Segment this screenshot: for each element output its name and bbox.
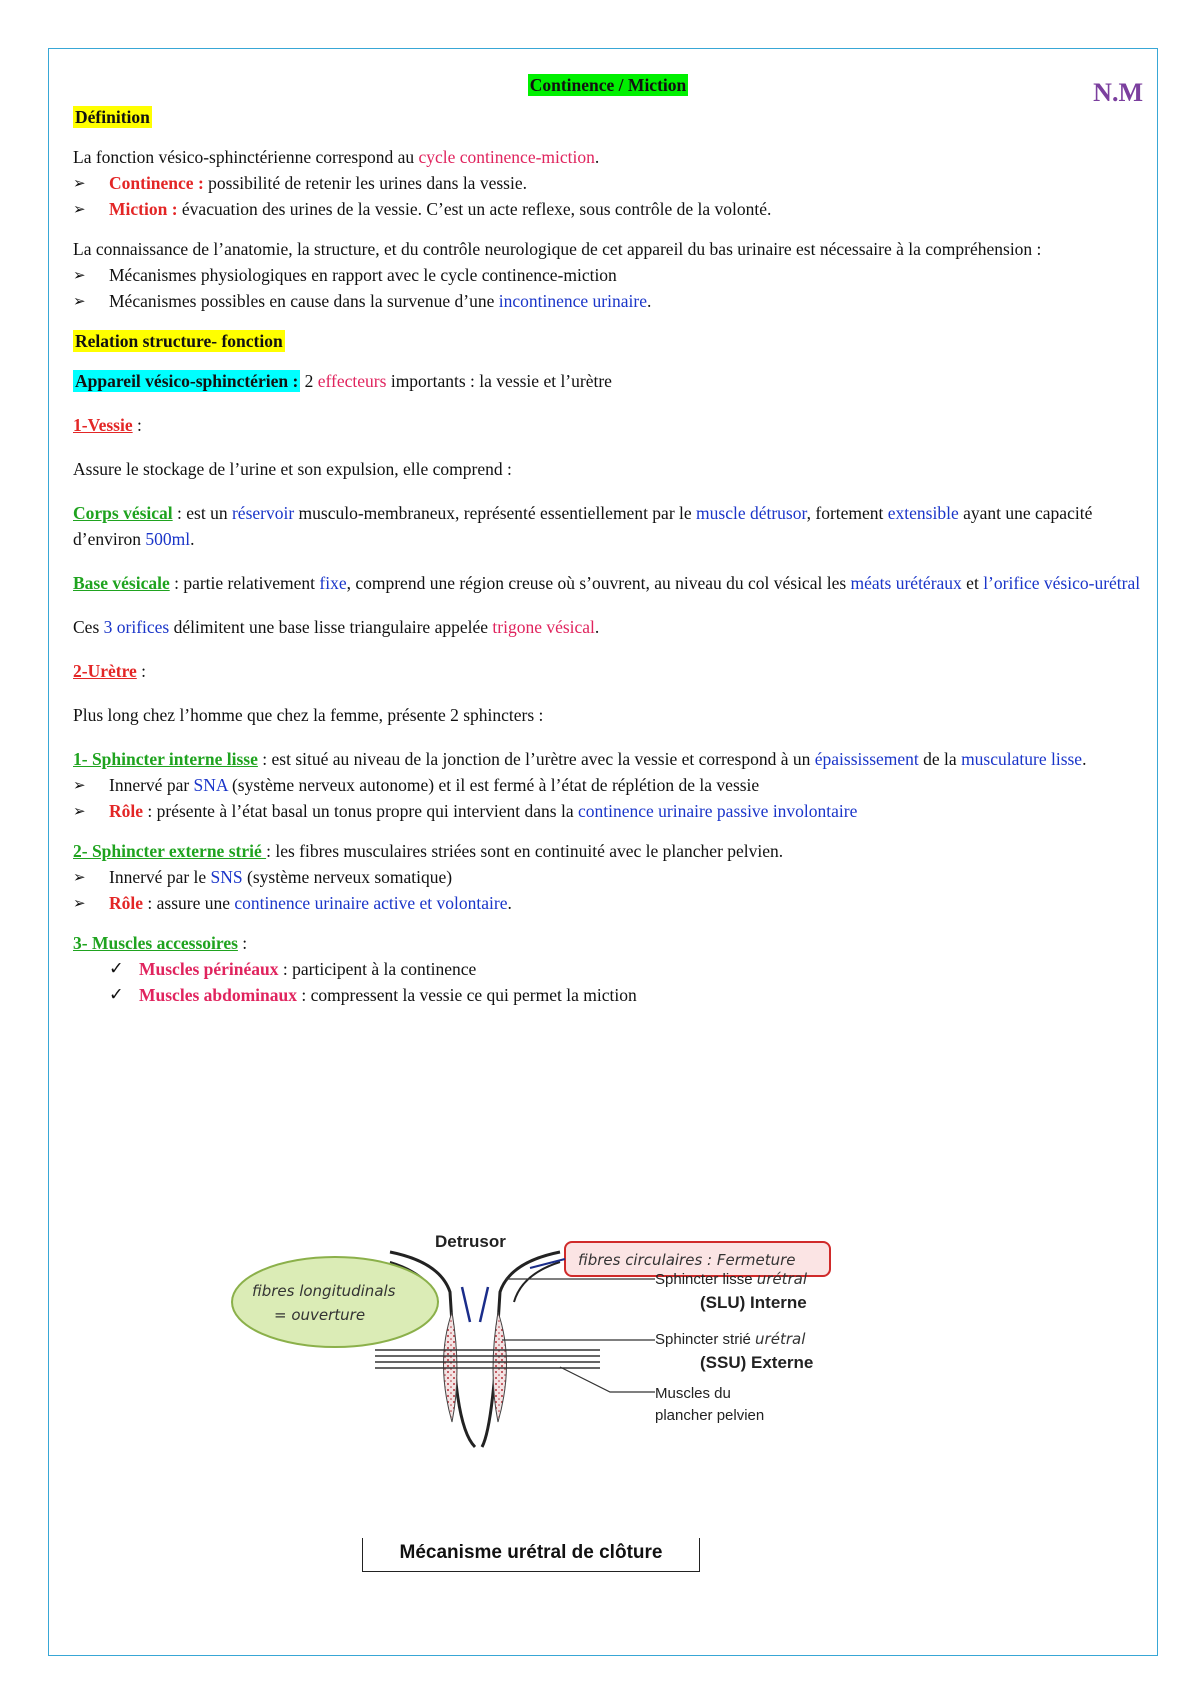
- left-striated-sphincter: [444, 1312, 458, 1422]
- list-item: ➢ Innervé par le SNS (système nerveux somatique): [73, 864, 1143, 890]
- pelvic-floor-lines: [375, 1350, 600, 1368]
- list-item: ➢ Continence : possibilité de retenir les urines dans la vessie.: [73, 170, 1143, 196]
- corps-vesical-paragraph: Corps vésical : est un réservoir musculo-membraneux, représenté essentiellement par le muscle détrusor, fortement extensible ayant une capacité d’environ 500ml.: [73, 503, 1093, 549]
- vessie-intro: Assure le stockage de l’urine et son expulsion, elle comprend :: [73, 459, 512, 479]
- sphincter-interne-paragraph: 1- Sphincter interne lisse : est situé au niveau de la jonction de l’urètre avec la vessie et correspond à un épaississement de la musculature lisse.: [73, 749, 1087, 769]
- page-title: [73, 72, 1143, 98]
- fibres-circulaires-label: fibres circulaires : Fermeture: [578, 1251, 796, 1269]
- list-item: ➢ Innervé par SNA (système nerveux autonome) et il est fermé à l’état de réplétion de la vessie: [73, 772, 1143, 798]
- accessoires-heading: 3- Muscles accessoires :: [73, 933, 248, 953]
- title-text: Continence / Miction: [529, 75, 687, 95]
- list-item: ✓ Muscles abdominaux : compressent la vessie ce qui permet la miction: [109, 982, 1143, 1008]
- author-initials: N.M: [1093, 78, 1143, 107]
- uretre-heading: 2-Urètre :: [73, 661, 147, 681]
- document-body: [73, 68, 1143, 1008]
- mechanism-bullets: [73, 262, 1143, 314]
- definition-paragraph-1: La fonction vésico-sphinctérienne correspond au cycle continence-miction.: [73, 147, 600, 167]
- sphincter-interne-bullets: [73, 772, 1143, 824]
- longitudinal-fiber: [480, 1287, 488, 1322]
- definition-heading: [73, 104, 1143, 130]
- definition-bullets: [73, 170, 1143, 222]
- orifices-paragraph: Ces 3 orifices délimitent une base lisse triangulaire appelée trigone vésical.: [73, 617, 600, 637]
- sphincter-externe-bullets: [73, 864, 1143, 916]
- slu-label-line2: (SLU) Interne: [700, 1293, 807, 1312]
- figure-caption: Mécanisme urétral de clôture: [362, 1538, 700, 1572]
- right-striated-sphincter: [493, 1312, 507, 1422]
- list-item: ➢ Mécanismes possibles en cause dans la survenue d’une incontinence urinaire.: [73, 288, 1143, 314]
- appareil-label: Appareil vésico-sphinctérien :: [75, 371, 299, 391]
- relation-heading: [73, 328, 1143, 354]
- longitudinal-fiber: [462, 1287, 470, 1322]
- list-item: ➢ Rôle : présente à l’état basal un tonus propre qui intervient dans la continence urinaire passive involontaire: [73, 798, 1143, 824]
- appareil-paragraph: Appareil vésico-sphinctérien : 2 effecteurs importants : la vessie et l’urètre: [75, 371, 612, 391]
- definition-heading-text: Définition: [75, 107, 150, 127]
- fibres-longitudinales-label-2: = ouverture: [274, 1306, 366, 1324]
- definition-paragraph-2: La connaissance de l’anatomie, la structure, et du contrôle neurologique de cet appareil du bas urinaire est nécessaire à la compréhension :: [73, 239, 1042, 259]
- base-vesicale-paragraph: Base vésicale : partie relativement fixe, comprend une région creuse où s’ouvrent, au niveau du col vésical les méats urétéraux et l’orifice vésico-urétral: [73, 573, 1141, 593]
- detrusor-label: Detrusor: [435, 1232, 506, 1251]
- relation-heading-text: Relation structure- fonction: [75, 331, 283, 351]
- ssu-label-line1: Sphincter strié urétral: [655, 1330, 806, 1348]
- list-item: ➢ Miction : évacuation des urines de la vessie. C’est un acte reflexe, sous contrôle de la volonté.: [73, 196, 1143, 222]
- vessie-heading: 1-Vessie :: [73, 415, 142, 435]
- accessoires-checklist: [73, 956, 1143, 1008]
- slu-label-line1: Sphincter lisse urétral: [655, 1270, 808, 1288]
- list-item: ✓ Muscles périnéaux : participent à la continence: [109, 956, 1143, 982]
- fibres-longitudinales-label-1: fibres longitudinals: [252, 1282, 396, 1300]
- muscles-label-line2: plancher pelvien: [655, 1407, 765, 1424]
- muscles-label-line1: Muscles du: [655, 1385, 731, 1402]
- list-item: ➢ Mécanismes physiologiques en rapport avec le cycle continence-miction: [73, 262, 1143, 288]
- uretre-intro: Plus long chez l’homme que chez la femme, présente 2 sphincters :: [73, 705, 544, 725]
- ssu-label-line2: (SSU) Externe: [700, 1353, 814, 1372]
- sphincter-externe-paragraph: 2- Sphincter externe strié : les fibres musculaires striées sont en continuité avec le plancher pelvien.: [73, 841, 784, 861]
- fibres-longitudinales-bubble: [232, 1257, 438, 1347]
- list-item: ➢ Rôle : assure une continence urinaire active et volontaire.: [73, 890, 1143, 916]
